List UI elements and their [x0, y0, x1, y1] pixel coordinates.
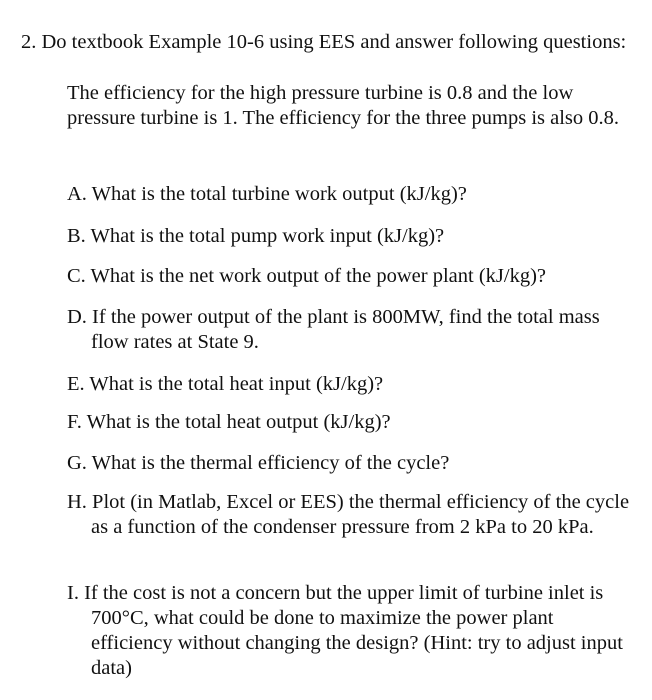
list-item: A. What is the total turbine work output (kJ/kg)?	[67, 183, 467, 205]
list-item: I. If the cost is not a concern but the upper limit of turbine inlet is 700°C, what could be done to maximize the power plant efficiency without changing the design? (Hint: try to adjust input data)	[67, 582, 623, 679]
question-header: 2. Do textbook Example 10-6 using EES and answer following questions:	[21, 31, 627, 53]
list-item: D. If the power output of the plant is 800MW, find the total mass flow rates at State 9.	[67, 306, 600, 353]
list-item: H. Plot (in Matlab, Excel or EES) the thermal efficiency of the cycle as a function of the condenser pressure from 2 kPa to 20 kPa.	[67, 491, 630, 538]
question-intro: The efficiency for the high pressure turbine is 0.8 and the low pressure turbine is 1. The efficiency for the three pumps is also 0.8.	[67, 82, 620, 129]
list-item: E. What is the total heat input (kJ/kg)?	[67, 373, 384, 395]
list-item: B. What is the total pump work input (kJ/kg)?	[67, 225, 445, 247]
list-item: G. What is the thermal efficiency of the cycle?	[67, 452, 450, 474]
list-item: C. What is the net work output of the power plant (kJ/kg)?	[67, 265, 546, 287]
list-item: F. What is the total heat output (kJ/kg)?	[67, 411, 391, 433]
